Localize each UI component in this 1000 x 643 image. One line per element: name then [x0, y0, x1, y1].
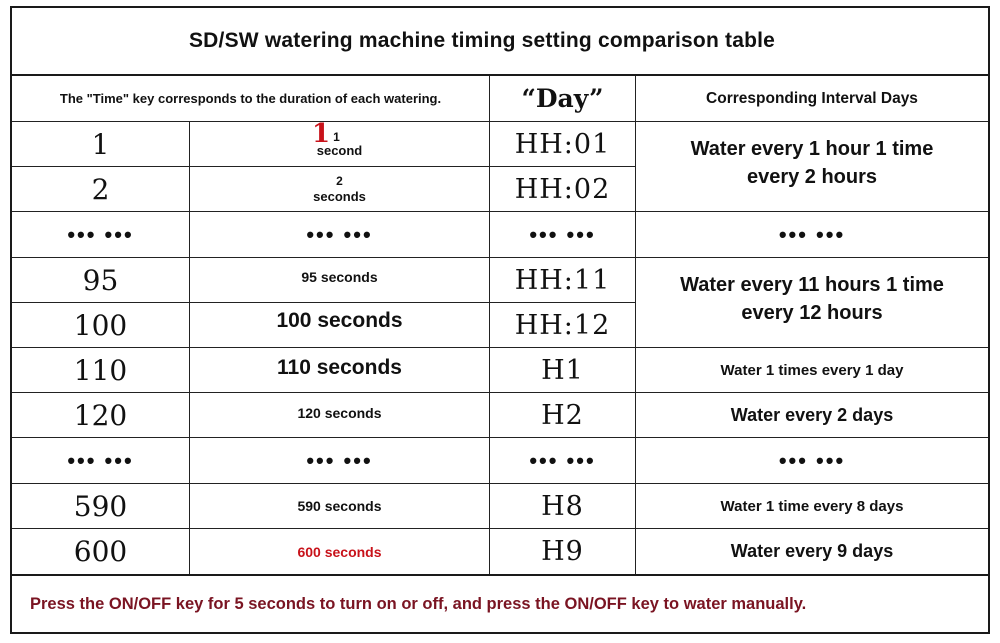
ellipsis: ••• •••	[12, 438, 190, 484]
header-day: “Day”	[490, 76, 636, 122]
footer-note: Press the ON/OFF key for 5 seconds to turn on or off, and press the ON/OFF key to water manually.	[12, 574, 988, 632]
interval-description: Water every 2 days	[636, 393, 988, 438]
ellipsis: ••• •••	[636, 212, 988, 258]
duration-number: 2	[336, 174, 343, 188]
duration-mark: 1	[312, 119, 331, 149]
interval-description: Water 1 time every 8 days	[636, 484, 988, 529]
time-value: 1	[12, 122, 190, 167]
time-value: 590	[12, 484, 190, 529]
table-grid	[12, 76, 988, 574]
time-value: 100	[12, 303, 190, 348]
duration-text: 120 seconds	[190, 393, 490, 438]
time-value: 120	[12, 393, 190, 438]
time-value: 2	[12, 167, 190, 212]
duration-text: 600 seconds	[190, 529, 490, 574]
duration-cell	[190, 167, 490, 212]
ellipsis: ••• •••	[190, 438, 490, 484]
interval-description: Water every 11 hours 1 time every 12 hours	[636, 258, 988, 348]
duration-text: 590 seconds	[190, 484, 490, 529]
interval-description: Water every 9 days	[730, 541, 894, 561]
time-value: 110	[12, 348, 190, 393]
duration-cell	[190, 119, 490, 167]
interval-description: Water 1 times every 1 day	[636, 348, 988, 393]
comparison-table	[10, 6, 990, 634]
duration-text: 95 seconds	[190, 258, 490, 303]
duration-number: 1	[333, 130, 340, 144]
ellipsis: ••• •••	[636, 438, 988, 484]
ellipsis: ••• •••	[490, 212, 636, 258]
day-code: HH:11	[490, 258, 636, 303]
time-value: 95	[12, 258, 190, 303]
duration-text: 100 seconds	[190, 303, 490, 348]
header-time-key: The "Time" key corresponds to the duration of each watering.	[12, 76, 490, 122]
ellipsis: ••• •••	[490, 438, 636, 484]
header-interval: Corresponding Interval Days	[636, 76, 988, 122]
interval-description: Water every 1 hour 1 time every 2 hours	[636, 122, 988, 212]
time-value: 600	[12, 529, 190, 574]
duration-unit: seconds	[313, 189, 366, 204]
duration-unit: second	[316, 143, 363, 158]
table-title: SD/SW watering machine timing setting comparison table	[12, 8, 988, 76]
duration-text: 110 seconds	[190, 348, 490, 393]
day-code: H2	[490, 393, 636, 438]
day-code: HH:02	[490, 167, 636, 212]
day-code: HH:01	[490, 122, 636, 167]
ellipsis: ••• •••	[12, 212, 190, 258]
day-code: H1	[490, 348, 636, 393]
day-code: H8	[490, 484, 636, 529]
day-code: HH:12	[490, 303, 636, 348]
ellipsis: ••• •••	[190, 212, 490, 258]
day-code: H9	[490, 529, 636, 574]
